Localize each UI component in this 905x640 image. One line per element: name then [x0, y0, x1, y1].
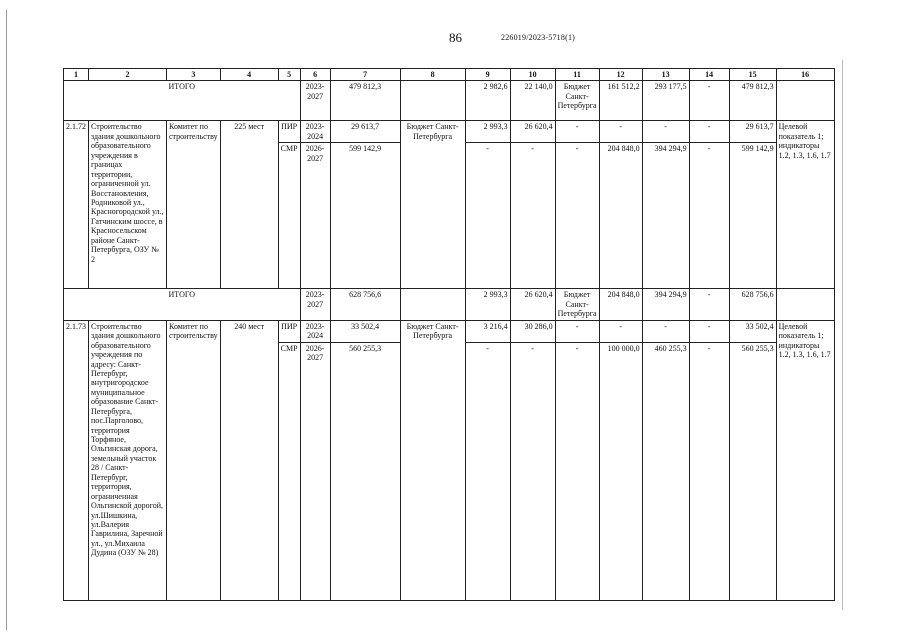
total-2025: Бюджет Санкт-Петербурга — [555, 289, 599, 320]
item-indicator: Целевой показатель 1; индикаторы 1.2, 1.3, 1.6, 1.7 — [776, 320, 834, 600]
table-row — [64, 320, 835, 342]
value-sum: 33 502,4 — [729, 320, 776, 342]
item-executor: Комитет по строительству — [167, 121, 221, 289]
value-2023: 2 993,3 — [465, 121, 510, 143]
total-indicator-empty — [776, 81, 834, 121]
program-table — [63, 68, 835, 601]
funding-source: Бюджет Санкт-Петербурга — [400, 320, 465, 600]
column-header: 6 — [300, 69, 330, 81]
stage-cost: 599 142,9 — [330, 143, 400, 289]
value-2025: - — [555, 342, 599, 600]
item-name: Строительство здания дошкольного образовательного учреждения по адресу: Санкт-Петербург, внутригородское муниципальное образование Санкт-Петербурга, пос.Парголово, территория Торфяное, Ольгинская дорога, земельный участок 28 / Санкт-Петербург, территория, ограниченная Ольгинской дорогой, ул.Шишкина, ул.Валерия Гаврилина, Заречной ул., ул.Михаила Дудина (ОЗУ № 28) — [89, 320, 167, 600]
scan-edge-line — [6, 10, 7, 630]
column-header: 3 — [167, 69, 221, 81]
total-2027: 394 294,9 — [642, 289, 689, 320]
total-2026: 204 848,0 — [599, 289, 642, 320]
column-header: 15 — [729, 69, 776, 81]
value-2024: 30 286,0 — [510, 320, 555, 342]
column-header: 4 — [220, 69, 278, 81]
value-2026: 204 848,0 — [599, 143, 642, 289]
value-col14: - — [689, 121, 729, 143]
total-2025: Бюджет Санкт-Петербурга — [555, 81, 599, 121]
value-2025: - — [555, 143, 599, 289]
stage-period: 2023-2024 — [300, 121, 330, 143]
total-row — [64, 289, 835, 320]
column-header: 5 — [278, 69, 300, 81]
stage-label: СМР — [278, 342, 300, 600]
total-col14: - — [689, 289, 729, 320]
funding-source: Бюджет Санкт-Петербурга — [400, 121, 465, 289]
stage-label: ПИР — [278, 320, 300, 342]
value-2025: - — [555, 121, 599, 143]
table-row — [64, 121, 835, 143]
total-label: ИТОГО — [64, 81, 301, 121]
document-id: 226019/2023-5718(1) — [501, 33, 576, 42]
value-sum: 599 142,9 — [729, 143, 776, 289]
item-executor: Комитет по строительству — [167, 320, 221, 600]
column-header: 16 — [776, 69, 834, 81]
stage-period: 2026-2027 — [300, 143, 330, 289]
total-sum: 628 756,6 — [729, 289, 776, 320]
item-capacity: 225 мест — [220, 121, 278, 289]
scan-edge-line-right — [842, 60, 843, 610]
total-period: 2023-2027 — [300, 289, 330, 320]
item-number: 2.1.72 — [64, 121, 89, 289]
value-2024: - — [510, 143, 555, 289]
stage-period: 2026-2027 — [300, 342, 330, 600]
value-sum: 560 255,3 — [729, 342, 776, 600]
total-cost: 628 756,6 — [330, 289, 400, 320]
item-capacity: 240 мест — [220, 320, 278, 600]
value-sum: 29 613,7 — [729, 121, 776, 143]
column-header: 12 — [599, 69, 642, 81]
value-2025: - — [555, 320, 599, 342]
value-2023: - — [465, 342, 510, 600]
total-row — [64, 81, 835, 121]
item-indicator: Целевой показатель 1; индикаторы 1.2, 1.3, 1.6, 1.7 — [776, 121, 834, 289]
total-indicator-empty — [776, 289, 834, 320]
total-2026: 161 512,2 — [599, 81, 642, 121]
column-header: 7 — [330, 69, 400, 81]
column-header: 1 — [64, 69, 89, 81]
column-header: 10 — [510, 69, 555, 81]
column-header: 2 — [89, 69, 167, 81]
total-2023: 2 993,3 — [465, 289, 510, 320]
total-source-empty — [400, 289, 465, 320]
value-2024: - — [510, 342, 555, 600]
stage-label: СМР — [278, 143, 300, 289]
item-name: Строительство здания дошкольного образовательного учреждения в границах территории, ограниченной ул. Восстановления, Родниковой ул., Красногородской ул., Гатчинским шоссе, в Красносельском районе Санкт-Петербурга, ОЗУ № 2 — [89, 121, 167, 289]
stage-label: ПИР — [278, 121, 300, 143]
value-2024: 26 620,4 — [510, 121, 555, 143]
stage-cost: 560 255,3 — [330, 342, 400, 600]
value-2027: 460 255,3 — [642, 342, 689, 600]
column-header: 8 — [400, 69, 465, 81]
total-sum: 479 812,3 — [729, 81, 776, 121]
value-col14: - — [689, 320, 729, 342]
value-col14: - — [689, 342, 729, 600]
column-header: 13 — [642, 69, 689, 81]
value-2027: - — [642, 320, 689, 342]
column-number-row — [64, 69, 835, 81]
total-cost: 479 812,3 — [330, 81, 400, 121]
total-label: ИТОГО — [64, 289, 301, 320]
value-2026: 100 000,0 — [599, 342, 642, 600]
column-header: 9 — [465, 69, 510, 81]
value-2023: 3 216,4 — [465, 320, 510, 342]
total-col14: - — [689, 81, 729, 121]
value-2026: - — [599, 320, 642, 342]
value-2027: - — [642, 121, 689, 143]
total-2024: 22 140,0 — [510, 81, 555, 121]
total-period: 2023-2027 — [300, 81, 330, 121]
item-number: 2.1.73 — [64, 320, 89, 600]
total-2027: 293 177,5 — [642, 81, 689, 121]
page-number: 86 — [449, 30, 462, 45]
value-2023: - — [465, 143, 510, 289]
column-header: 14 — [689, 69, 729, 81]
column-header: 11 — [555, 69, 599, 81]
total-source-empty — [400, 81, 465, 121]
stage-cost: 29 613,7 — [330, 121, 400, 143]
total-2023: 2 982,6 — [465, 81, 510, 121]
total-2024: 26 620,4 — [510, 289, 555, 320]
value-col14: - — [689, 143, 729, 289]
stage-cost: 33 502,4 — [330, 320, 400, 342]
stage-period: 2023-2024 — [300, 320, 330, 342]
value-2026: - — [599, 121, 642, 143]
value-2027: 394 294,9 — [642, 143, 689, 289]
